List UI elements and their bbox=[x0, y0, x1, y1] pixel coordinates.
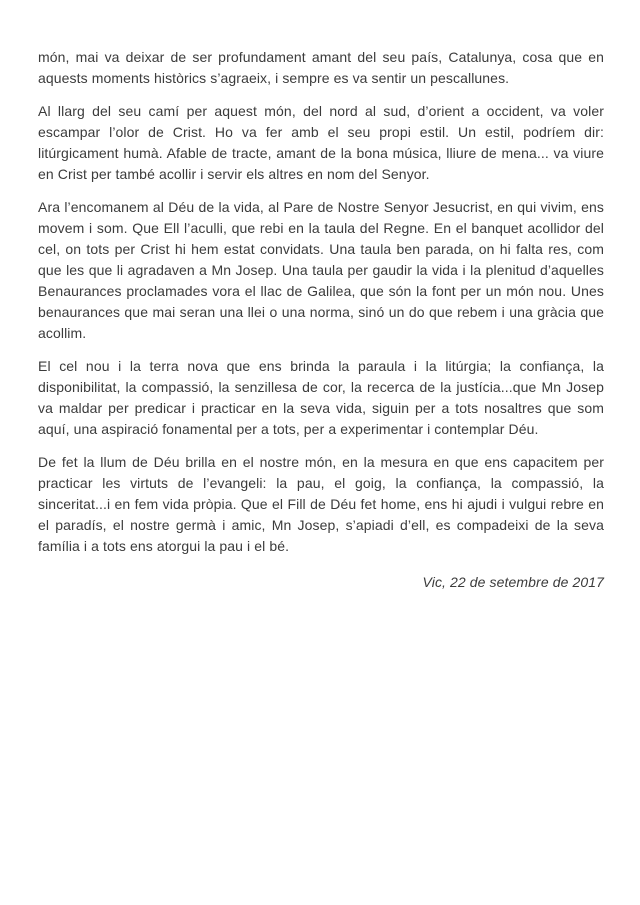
paragraph-2: Al llarg del seu camí per aquest món, del nord al sud, d’orient a occident, va voler escampar l’olor de Crist. Ho va fer amb el seu propi estil. Un estil, podríem dir: litúrgicament humà. Afable de tracte, amant de la bona música, lliure de mena... va viure en Crist per també acollir i servir els altres en nom del Senyor. bbox=[38, 103, 604, 182]
paragraph-3: Ara l’encomanem al Déu de la vida, al Pare de Nostre Senyor Jesucrist, en qui vivim, ens movem i som. Que Ell l’aculli, que rebi en la taula del Regne. En el banquet acollidor del cel, on tots per Crist hi hem estat convidats. Una taula ben parada, on hi falta res, com que les que li agradaven a Mn Josep. Una taula per gaudir la vida i la plenitud d’aquelles Benaurances proclamades vora el llac de Galilea, que són la font per un món nou. Unes benaurances que mai seran una llei o una norma, sinó un do que rebem i una gràcia que acollim. bbox=[38, 199, 604, 341]
date-line: Vic, 22 de setembre de 2017 bbox=[422, 574, 604, 590]
paragraph-4: El cel nou i la terra nova que ens brinda la paraula i la litúrgia; la confiança, la disponibilitat, la compassió, la senzillesa de cor, la recerca de la justícia...que Mn Josep va maldar per predicar i practicar en la seva vida, siguin per a tots nosaltres que som aquí, una aspiració fonamental per a tots, per a experimentar i contemplar Déu. bbox=[38, 358, 604, 437]
paragraph-5: De fet la llum de Déu brilla en el nostre món, en la mesura en que ens capacitem per practicar les virtuts de l’evangeli: la pau, el goig, la confiança, la compassió, la sinceritat...i en fem vida pròpia. Que el Fill de Déu fet home, ens hi ajudi i vulgui rebre en el paradís, el nostre germà i amic, Mn Josep, s’apiadi d’ell, es compadeixi de la seva família i a tots ens atorgui la pau i el bé. bbox=[38, 454, 604, 554]
paragraph-1: món, mai va deixar de ser profundament amant del seu país, Catalunya, cosa que en aquests moments històrics s’agraeix, i sempre es va sentir un pescallunes. bbox=[38, 49, 604, 86]
